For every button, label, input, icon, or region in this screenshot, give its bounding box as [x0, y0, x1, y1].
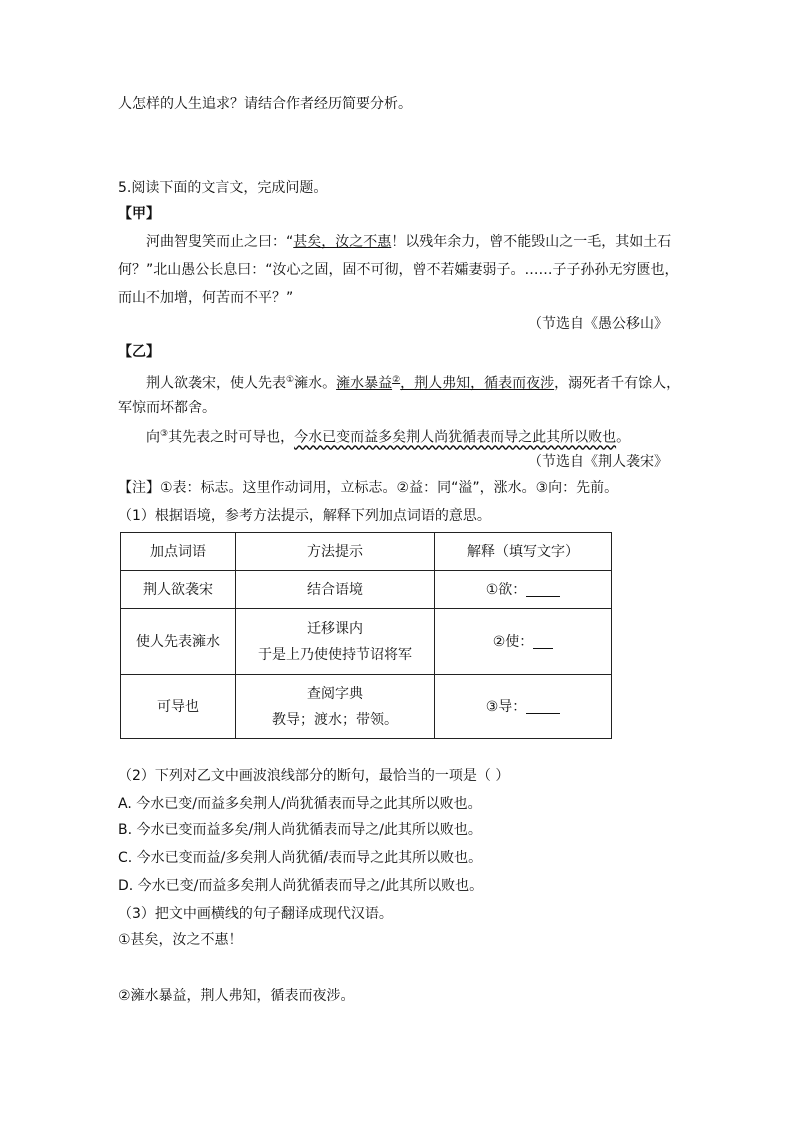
hint-example: 教导；渡水；带领。 [272, 711, 398, 728]
note-marker: ① [286, 375, 295, 385]
annotation-note: 【注】①表：标志。这里作动词用，立标志。②益：同“溢”，涨水。③向：先前。 [118, 480, 619, 496]
wavy-underlined-sentence: 今水已变而益多矣荆人尚犹循表而导之此其所以败也 [294, 429, 617, 446]
answer-blank[interactable] [533, 632, 553, 649]
underlined-sentence: ，荆人弗知，循表而夜涉 [400, 375, 555, 392]
passage-yi-source: （节选自《荆人袭宋》 [528, 454, 668, 470]
answer-cell [435, 609, 612, 675]
text: 澭水。 [294, 375, 337, 392]
option-d[interactable]: D. 今水已变/而益多矣荆人尚犹循表而导之/此其所以败也。 [118, 878, 484, 894]
hint-text: 查阅字典 [307, 685, 363, 702]
note-marker: ③ [160, 429, 169, 439]
hint-cell [236, 675, 435, 739]
hint-text: 迁移课内 [307, 620, 363, 637]
underlined-sentence: 甚矣，汝之不惠 [293, 234, 392, 250]
question-4-tail: 人怎样的人生追求？请结合作者经历简要分析。 [118, 96, 412, 112]
text: 其先表之时可导也， [168, 429, 295, 446]
passage-yi-label: 【乙】 [118, 344, 160, 360]
passage-yi-line-3 [146, 424, 630, 448]
hint-cell [236, 571, 435, 609]
word-cell: 荆人欲袭宋 [121, 571, 236, 609]
passage-jia-label: 【甲】 [118, 206, 160, 222]
hint-example: 于是上乃使使持节诏将军 [258, 646, 412, 663]
question-5-title: 5.阅读下面的文言文，完成问题。 [118, 180, 328, 196]
text: 河曲智叟笑而止之曰：“ [146, 234, 294, 250]
option-a[interactable]: A. 今水已变/而益多矣荆人/尚犹循表而导之此其所以败也。 [118, 796, 482, 812]
answer-label: ③导： [485, 698, 527, 715]
passage-jia-line-2: 何？”北山愚公长息曰：“汝心之固，固不可彻，曾不若孀妻弱子。……子子孙孙无穷匮也， [118, 262, 679, 278]
option-c[interactable]: C. 今水已变而益/多矣荆人尚犹循/表而导之此其所以败也。 [118, 850, 483, 866]
text: ，溺死者千有馀人， [554, 375, 681, 392]
passage-jia-source: （节选自《愚公移山》 [528, 316, 668, 332]
sub-question-2: （2）下列对乙文中画波浪线部分的断句，最恰当的一项是（ ） [118, 768, 510, 784]
text: 。 [616, 429, 631, 446]
table-header-cell: 加点词语 [121, 533, 236, 571]
option-b[interactable]: B. 今水已变而益多矣/荆人尚犹循表而导之/此其所以败也。 [118, 822, 482, 838]
sub-question-1: （1）根据语境，参考方法提示，解释下列加点词语的意思。 [118, 508, 491, 524]
passage-jia-line-1 [146, 232, 671, 252]
answer-blank[interactable] [526, 697, 560, 714]
text: 荆人欲袭宋，使人先表 [146, 375, 286, 392]
answer-cell [435, 571, 612, 609]
answer-label: ②使： [492, 633, 534, 650]
table-header-row [121, 533, 612, 571]
word-cell: 使人先表澭水 [121, 609, 236, 675]
note-marker: ② [392, 375, 401, 385]
answer-cell [435, 675, 612, 739]
passage-yi-line-2: 军惊而坏都舍。 [118, 400, 216, 416]
answer-label: ①欲： [485, 581, 527, 598]
table-row [121, 571, 612, 609]
vocabulary-table [120, 532, 612, 739]
translation-item-2: ②澭水暴益，荆人弗知，循表而夜涉。 [118, 988, 355, 1004]
passage-jia-line-3: 而山不加增，何苦而不平？” [118, 290, 294, 306]
hint-cell [236, 609, 435, 675]
passage-yi-line-1 [146, 370, 680, 394]
hint-text: 结合语境 [307, 581, 363, 598]
table-row [121, 609, 612, 675]
text: 向 [146, 429, 160, 446]
underlined-sentence: 澭水暴益 [336, 375, 393, 392]
sub-question-3: （3）把文中画横线的句子翻译成现代汉语。 [118, 906, 393, 922]
table-header-cell: 解释（填写文字） [435, 533, 612, 571]
text: ！以残年余力，曾不能毁山之一毛，其如土石 [391, 234, 672, 250]
translation-item-1: ①甚矣，汝之不惠！ [118, 932, 243, 948]
table-header-cell: 方法提示 [236, 533, 435, 571]
word-cell: 可导也 [121, 675, 236, 739]
table-row [121, 675, 612, 739]
answer-blank[interactable] [526, 580, 560, 597]
